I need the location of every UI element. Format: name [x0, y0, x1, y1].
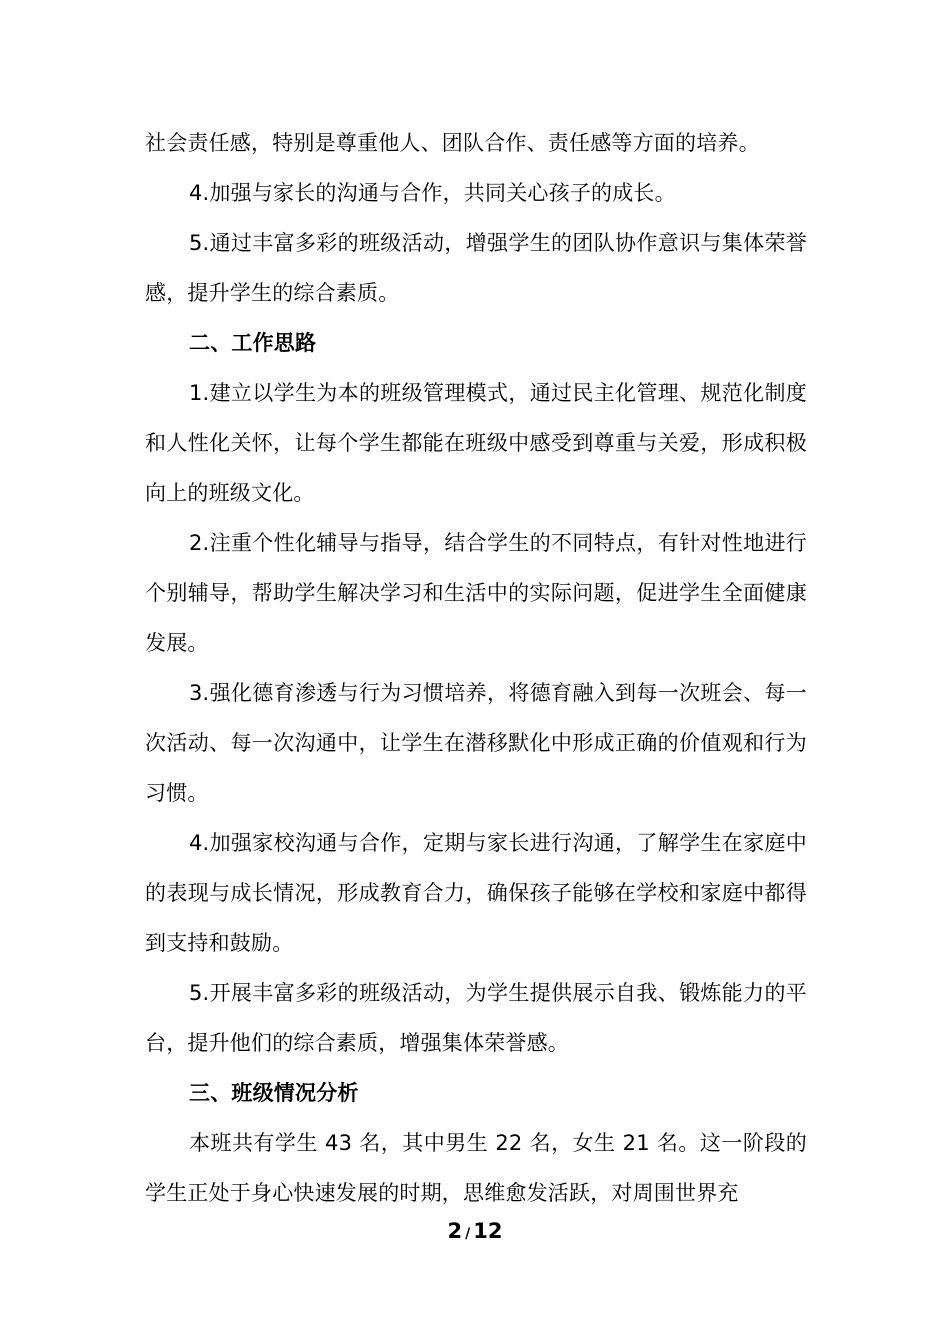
paragraph-approach-3: 3.强化德育渗透与行为习惯培养，将德育融入到每一次班会、每一次活动、每一次沟通中，让学生在潜移默化中形成正确的价值观和行为习惯。 — [145, 681, 807, 805]
document-body — [145, 118, 807, 1218]
page-number — [0, 1216, 950, 1249]
page-number-separator: / — [465, 1226, 471, 1242]
paragraph-approach-2: 2.注重个性化辅导与指导，结合学生的不同特点，有针对性地进行个别辅导，帮助学生解决学习和生活中的实际问题，促进学生全面健康发展。 — [145, 531, 807, 655]
paragraph-goal-4: 4.加强与家长的沟通与合作，共同关心孩子的成长。 — [189, 181, 676, 205]
current-page-number: 2 — [447, 1219, 463, 1243]
paragraph-continued: 社会责任感，特别是尊重他人、团队合作、责任感等方面的培养。 — [145, 131, 760, 155]
section-heading-work-approach: 二、工作思路 — [189, 331, 317, 355]
paragraph-goal-5: 5.通过丰富多彩的班级活动，增强学生的团队协作意识与集体荣誉感，提升学生的综合素质。 — [145, 231, 807, 305]
section-heading-class-analysis: 三、班级情况分析 — [189, 1081, 359, 1105]
paragraph-class-analysis: 本班共有学生 43 名，其中男生 22 名，女生 21 名。这一阶段的学生正处于身心快速发展的时期，思维愈发活跃，对周围世界充 — [145, 1131, 807, 1205]
paragraph-approach-1: 1.建立以学生为本的班级管理模式，通过民主化管理、规范化制度和人性化关怀，让每个学生都能在班级中感受到尊重与关爱，形成积极向上的班级文化。 — [145, 381, 807, 505]
paragraph-approach-4: 4.加强家校沟通与合作，定期与家长进行沟通，了解学生在家庭中的表现与成长情况，形成教育合力，确保孩子能够在学校和家庭中都得到支持和鼓励。 — [145, 831, 807, 955]
paragraph-approach-5: 5.开展丰富多彩的班级活动，为学生提供展示自我、锻炼能力的平台，提升他们的综合素质，增强集体荣誉感。 — [145, 981, 807, 1055]
total-pages-number: 12 — [473, 1219, 503, 1243]
